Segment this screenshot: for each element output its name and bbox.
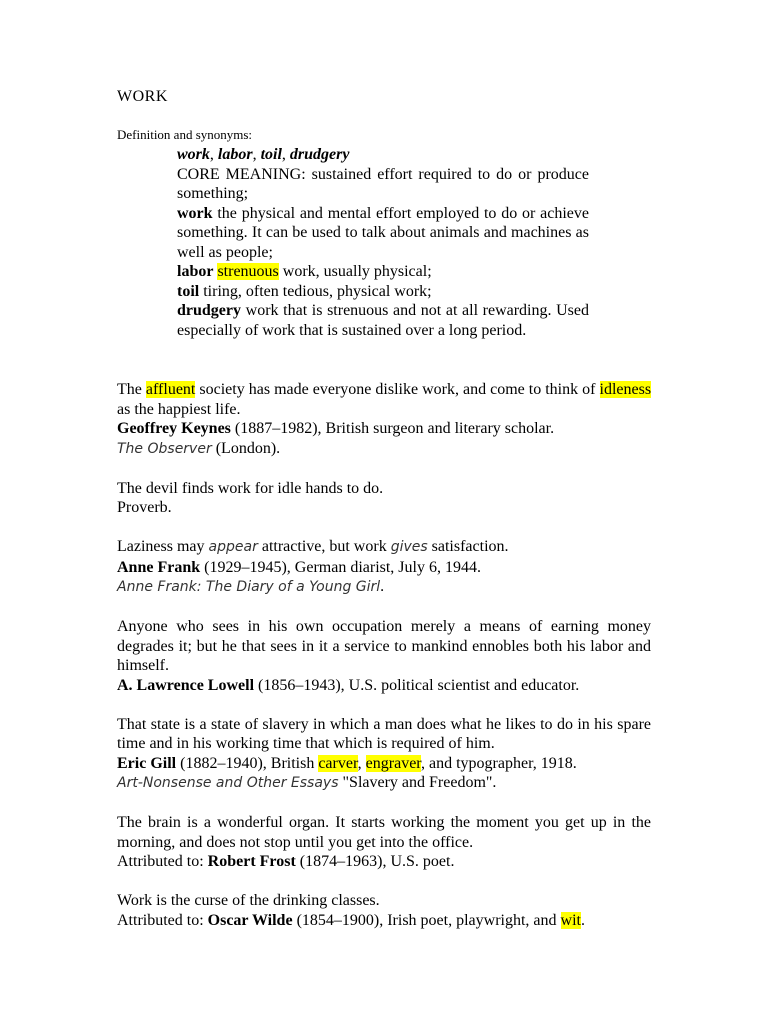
quote-text-part: The <box>117 381 142 398</box>
highlight-carver: carver <box>318 754 358 772</box>
source-title: The Observer <box>117 440 212 457</box>
term-toil: toil <box>177 282 200 300</box>
quote-text <box>117 537 651 558</box>
def-toil-text: tiring, often tedious, physical work; <box>203 282 432 300</box>
quote-text-part: as the happiest life. <box>117 400 241 418</box>
quote-attribution <box>117 852 651 872</box>
headword-labor: labor <box>217 146 253 163</box>
quote-proverb <box>117 479 651 518</box>
page-title: WORK <box>117 88 168 105</box>
highlight-idleness: idleness <box>599 381 652 398</box>
def-drudgery-text: work that is strenuous and not at all rewarding. Used especially of work that is sustained over a long period. <box>177 302 590 339</box>
quote-text: Anyone who sees in his own occupation merely a means of earning money degrades it; but he that sees in it a service to mankind ennobles both his labor and himself. <box>117 618 651 674</box>
author-detail: (1856–1943), U.S. political scientist and educator. <box>258 676 580 694</box>
source-title: Art-Nonsense and Other Essays <box>117 775 339 791</box>
def-work-text: the physical and mental effort employed to do or achieve something. It can be used to talk about animals and machines as well as people; <box>177 204 589 261</box>
term-drudgery: drudgery <box>177 302 241 319</box>
term-labor: labor <box>177 263 214 280</box>
sentence-end: . <box>580 911 585 929</box>
headword-toil: toil <box>260 146 282 163</box>
author-detail: (1854–1900), Irish poet, playwright, and <box>296 911 557 929</box>
source-detail: "Slavery and Freedom". <box>342 774 497 791</box>
source-title: Anne Frank: The Diary of a Young Girl <box>117 579 381 595</box>
section-subtitle: Definition and synonyms: <box>117 127 253 142</box>
quote-attribution: Proverb. <box>117 499 172 516</box>
core-meaning: CORE MEANING: sustained effort required to do or produce something; <box>177 165 589 202</box>
source-end: . <box>380 578 385 595</box>
quote-source <box>117 773 651 794</box>
author-detail: (1929–1945), German diarist, July 6, 1944. <box>204 558 481 576</box>
emphasis-appear: appear <box>208 539 258 555</box>
source-detail: (London). <box>215 439 281 457</box>
def-drudgery <box>177 301 589 340</box>
quote-frank <box>117 537 651 598</box>
quote-keynes <box>117 380 651 459</box>
quote-attribution <box>117 911 651 931</box>
author-detail: (1874–1963), U.S. poet. <box>299 853 455 870</box>
quote-text-part: attractive, but work <box>261 538 387 555</box>
author-detail: (1882–1940), British <box>180 754 315 772</box>
headword-line: work, labor, toil, drudgery <box>177 146 350 163</box>
term-work: work <box>177 204 213 222</box>
quote-gill <box>117 715 651 794</box>
author-detail: , and typographer, 1918. <box>420 754 577 772</box>
quote-text <box>117 380 651 419</box>
def-toil <box>177 282 589 302</box>
def-work <box>177 204 589 263</box>
quote-source <box>117 577 651 598</box>
quote-attribution <box>117 754 651 774</box>
headword-work: work <box>177 146 210 163</box>
highlight-wit: wit <box>560 911 581 929</box>
quote-attribution <box>117 676 651 696</box>
quote-lowell <box>117 617 651 695</box>
quote-text: The brain is a wonderful organ. It starts working the moment you get up in the morning, and does not stop until you get into the office. <box>117 814 651 851</box>
attribution-prefix: Attributed to: <box>117 853 204 870</box>
author-name: Geoffrey Keynes <box>117 420 231 437</box>
headword-drudgery: drudgery <box>289 146 350 163</box>
definition-block <box>177 145 589 340</box>
author-name: A. Lawrence Lowell <box>117 676 255 694</box>
author-name: Oscar Wilde <box>207 911 293 929</box>
highlight-engraver: engraver <box>365 754 421 772</box>
separator: , <box>357 754 362 772</box>
quote-text: Work is the curse of the drinking classes. <box>117 892 380 909</box>
author-detail: (1887–1982), British surgeon and literary scholar. <box>234 420 555 437</box>
quotes-section <box>117 380 651 950</box>
quote-text: The devil finds work for idle hands to do. <box>117 479 384 497</box>
quote-attribution <box>117 419 651 439</box>
def-labor-text: work, usually physical; <box>282 263 432 280</box>
quote-frost <box>117 813 651 872</box>
quote-text-part: satisfaction. <box>431 538 509 555</box>
quote-text-part: Laziness may <box>117 538 205 555</box>
attribution-prefix: Attributed to: <box>117 911 204 929</box>
quote-text-part: society has made everyone dislike work, and come to think of <box>199 381 596 398</box>
emphasis-gives: gives <box>390 539 428 555</box>
quote-source <box>117 439 651 460</box>
author-name: Eric Gill <box>117 754 177 772</box>
quote-attribution <box>117 558 651 578</box>
def-labor <box>177 262 589 282</box>
highlight-strenuous: strenuous <box>217 263 279 280</box>
author-name: Robert Frost <box>207 853 296 870</box>
quote-wilde <box>117 891 651 930</box>
author-name: Anne Frank <box>117 558 201 576</box>
quote-text: That state is a state of slavery in which a man does what he likes to do in his spare time and in his working time that which is required of him. <box>117 715 651 752</box>
highlight-affluent: affluent <box>145 381 196 398</box>
